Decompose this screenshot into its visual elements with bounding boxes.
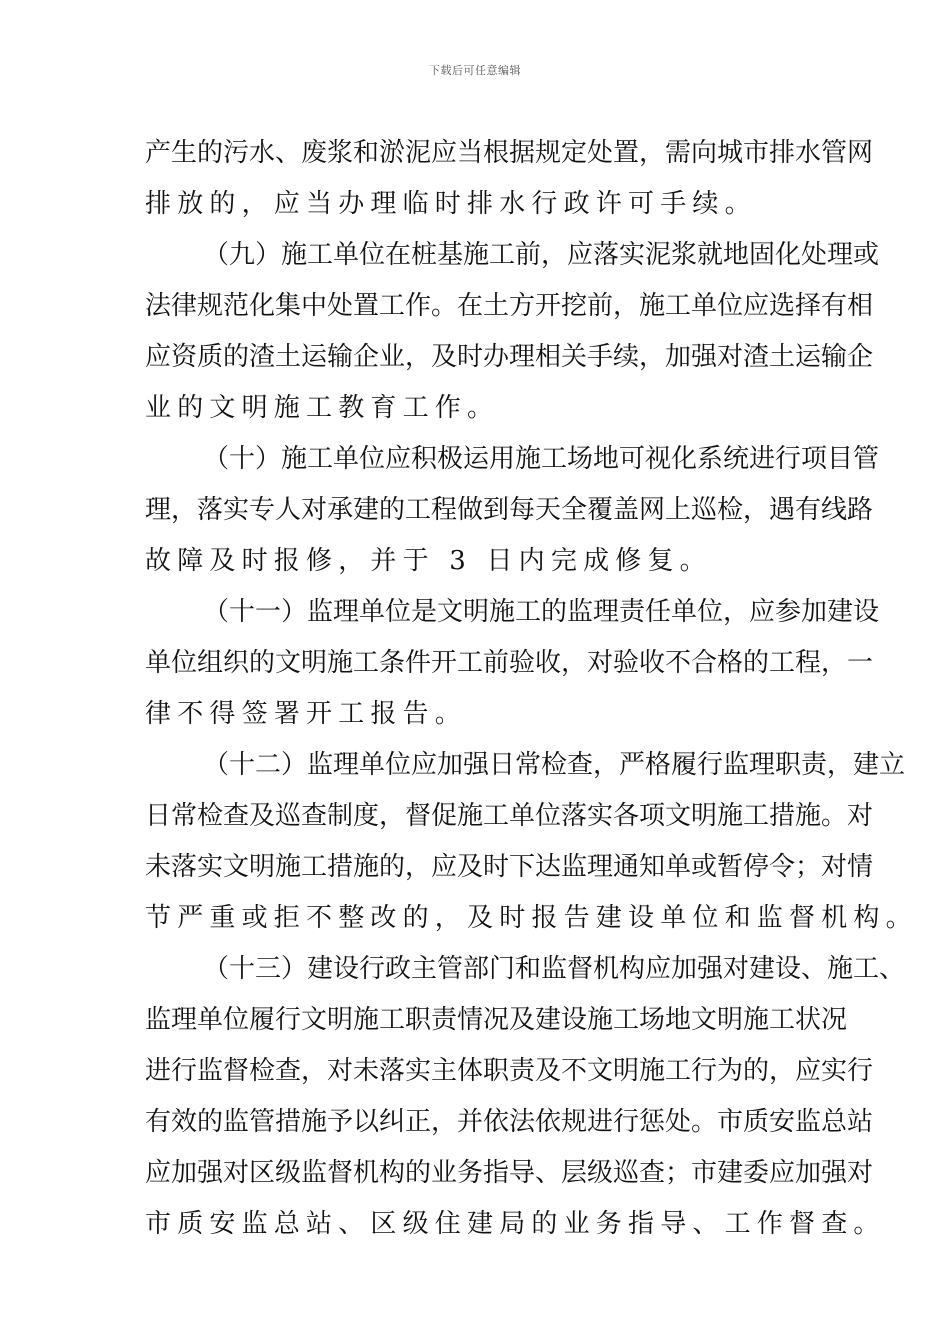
text-line: 排放的，应当办理临时排水行政许可手续。	[145, 189, 757, 219]
text-line: 产生的污水、废浆和淤泥应当根据规定处置，需向城市排水管网	[145, 138, 874, 168]
text-line: 进行监督检查，对未落实主体职责及不文明施工行为的，应实行	[145, 1056, 874, 1086]
text-line: 业的文明施工教育工作。	[145, 393, 500, 423]
text-line: 市质安监总站、区级住建局的业务指导、工作督查。	[145, 1209, 886, 1239]
text-line: 日常检查及巡查制度，督促施工单位落实各项文明施工措施。对	[145, 801, 874, 831]
document-body	[145, 128, 918, 1250]
text-line: 应资质的渣土运输企业，及时办理相关手续，加强对渣土运输企	[145, 342, 874, 372]
paragraph-item-10	[145, 434, 880, 587]
text-line: （十）施工单位应积极运用施工场地可视化系统进行项目管	[203, 444, 880, 474]
page-header: 下载后可任意编辑	[429, 64, 521, 77]
text-line: 应加强对区级监督机构的业务指导、层级巡查；市建委应加强对	[145, 1158, 874, 1188]
text-line: 未落实文明施工措施的，应及时下达监理通知单或暂停令；对情	[145, 852, 874, 882]
paragraph-item-13	[145, 944, 906, 1250]
text-line: 理，落实专人对承建的工程做到每天全覆盖网上巡检，遇有线路	[145, 495, 874, 525]
text-line: （十一）监理单位是文明施工的监理责任单位，应参加建设	[203, 597, 880, 627]
text-line: 有效的监管措施予以纠正，并依法依规进行惩处。市质安监总站	[145, 1107, 874, 1137]
text-line: 单位组织的文明施工条件开工前验收，对验收不合格的工程，一	[145, 648, 874, 678]
text-line: 节严重或拒不整改的，及时报告建设单位和监督机构。	[145, 903, 918, 933]
text-line: 故障及时报修，并于 3 日内完成修复。	[145, 546, 712, 576]
text-line: 法律规范化集中处置工作。在土方开挖前，施工单位应选择有相	[145, 291, 874, 321]
paragraph-item-9	[145, 230, 880, 434]
text-line: 律不得签署开工报告。	[145, 699, 468, 729]
paragraph-item-12	[145, 740, 918, 944]
paragraph-item-11	[145, 587, 880, 740]
paragraph-continued	[145, 128, 874, 230]
text-line: 监理单位履行文明施工职责情况及建设施工场地文明施工状况	[145, 1005, 848, 1035]
text-line: （十二）监理单位应加强日常检查，严格履行监理职责，建立	[203, 750, 906, 780]
text-line: （十三）建设行政主管部门和监督机构应加强对建设、施工、	[203, 954, 906, 984]
text-line: （九）施工单位在桩基施工前，应落实泥浆就地固化处理或	[203, 240, 880, 270]
